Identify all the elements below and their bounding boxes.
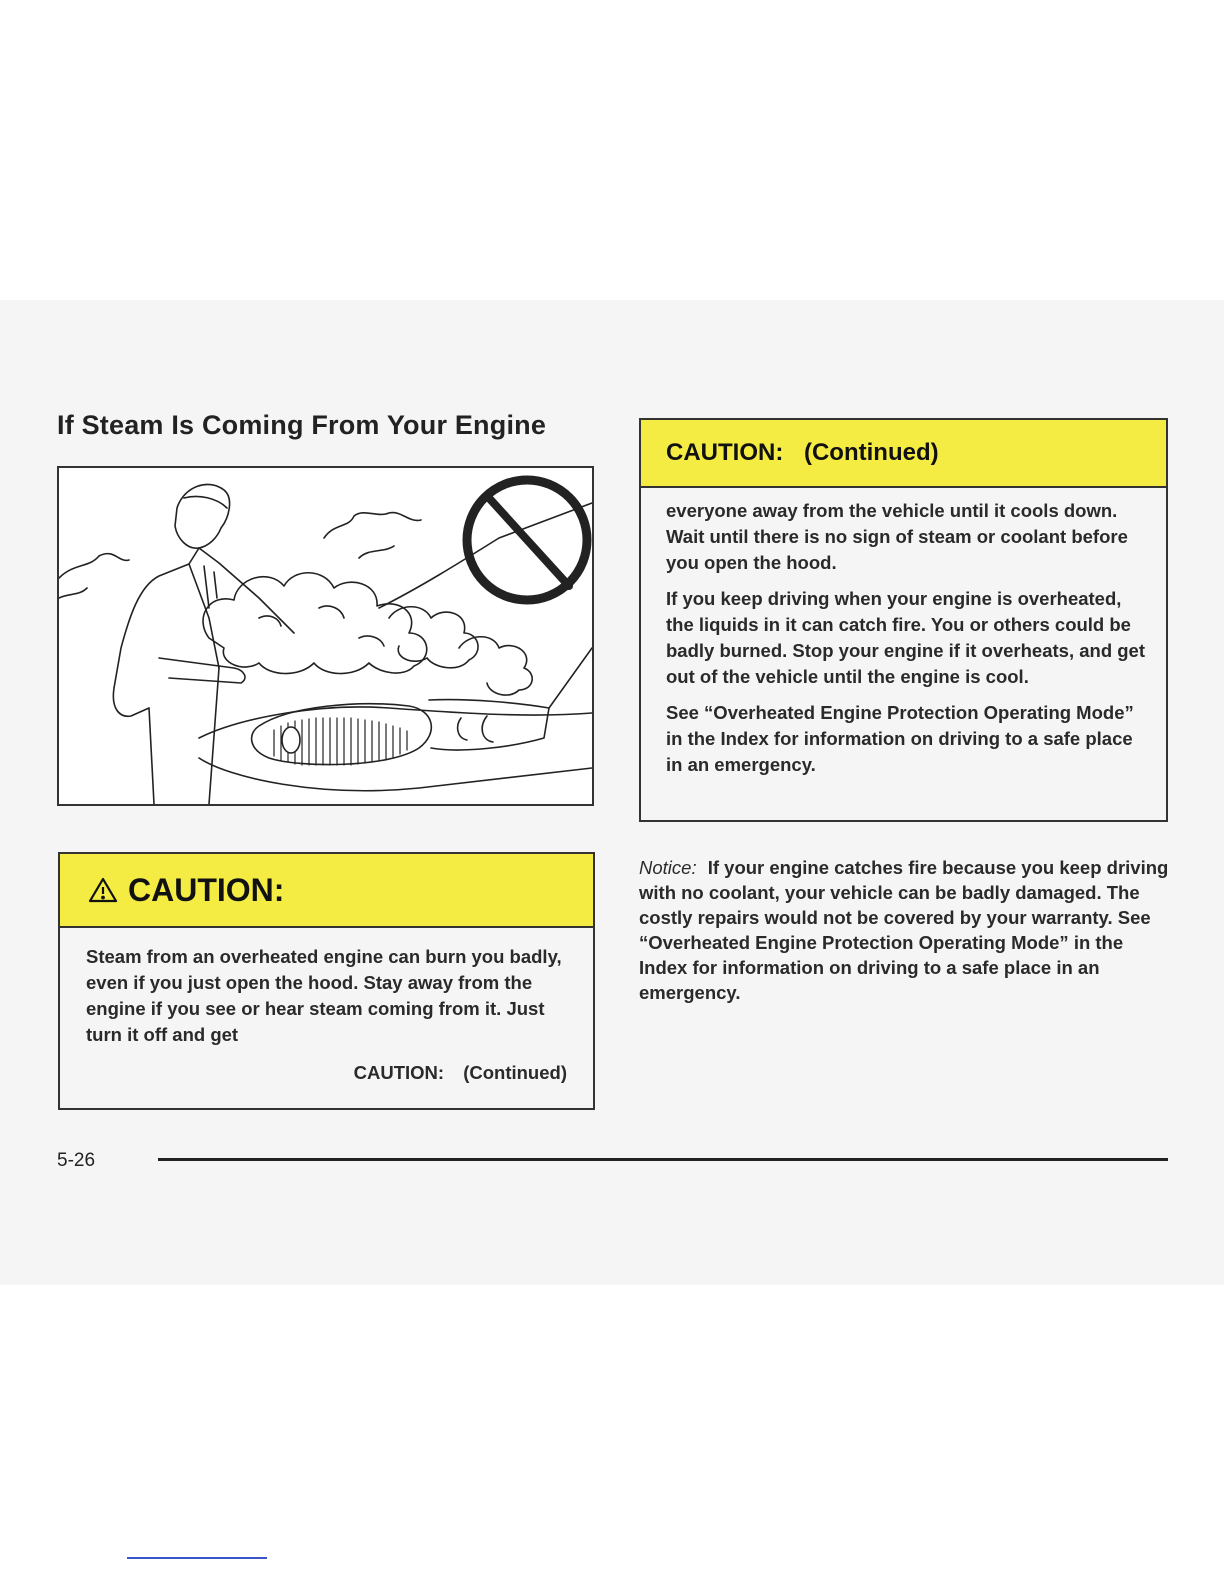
- notice-paragraph: [639, 855, 1169, 1005]
- caution-box: [58, 852, 595, 1110]
- caution-paragraph: See “Overheated Engine Protection Operating Mode” in the Index for information on driving to a safe place in an emergency.: [666, 702, 1134, 775]
- bottom-rule: [127, 1557, 267, 1559]
- notice-label: Notice:: [639, 857, 697, 878]
- caution-title: CAUTION:: [128, 871, 285, 908]
- steam-engine-illustration: [57, 466, 594, 806]
- footer-rule: [158, 1158, 1168, 1161]
- caution-continued-header: [641, 420, 1166, 488]
- caution-continued-body: [641, 488, 1166, 778]
- caution-continued-label: CAUTION: (Continued): [353, 1062, 567, 1083]
- caution-continued-box: [639, 418, 1168, 822]
- page-number: 5-26: [57, 1150, 96, 1171]
- section-heading: If Steam Is Coming From Your Engine: [57, 410, 547, 440]
- caution-continued-title: CAUTION: (Continued): [666, 439, 939, 466]
- caution-body: Steam from an overheated engine can burn you badly, even if you just open the hood. Stay away from the engine if you see or hear steam coming from it. Just turn it off and get: [86, 946, 562, 1045]
- warning-triangle-icon: [88, 876, 118, 904]
- caution-header: [60, 854, 593, 928]
- caution-paragraph: everyone away from the vehicle until it cools down. Wait until there is no sign of steam or coolant before you open the hood.: [666, 500, 1128, 573]
- caution-paragraph: If you keep driving when your engine is overheated, the liquids in it can catch fire. You or others could be badly burned. Stop your engine if it overheats, and get out of the vehicle until the engine is cool.: [666, 588, 1146, 687]
- notice-text: If your engine catches fire because you keep driving with no coolant, your vehicle can be badly damaged. The costly repairs would not be covered by your warranty. See “Overheated Engine Protection Operating Mode” in the Index for information on driving to a safe place in an emergency.: [639, 857, 1169, 1003]
